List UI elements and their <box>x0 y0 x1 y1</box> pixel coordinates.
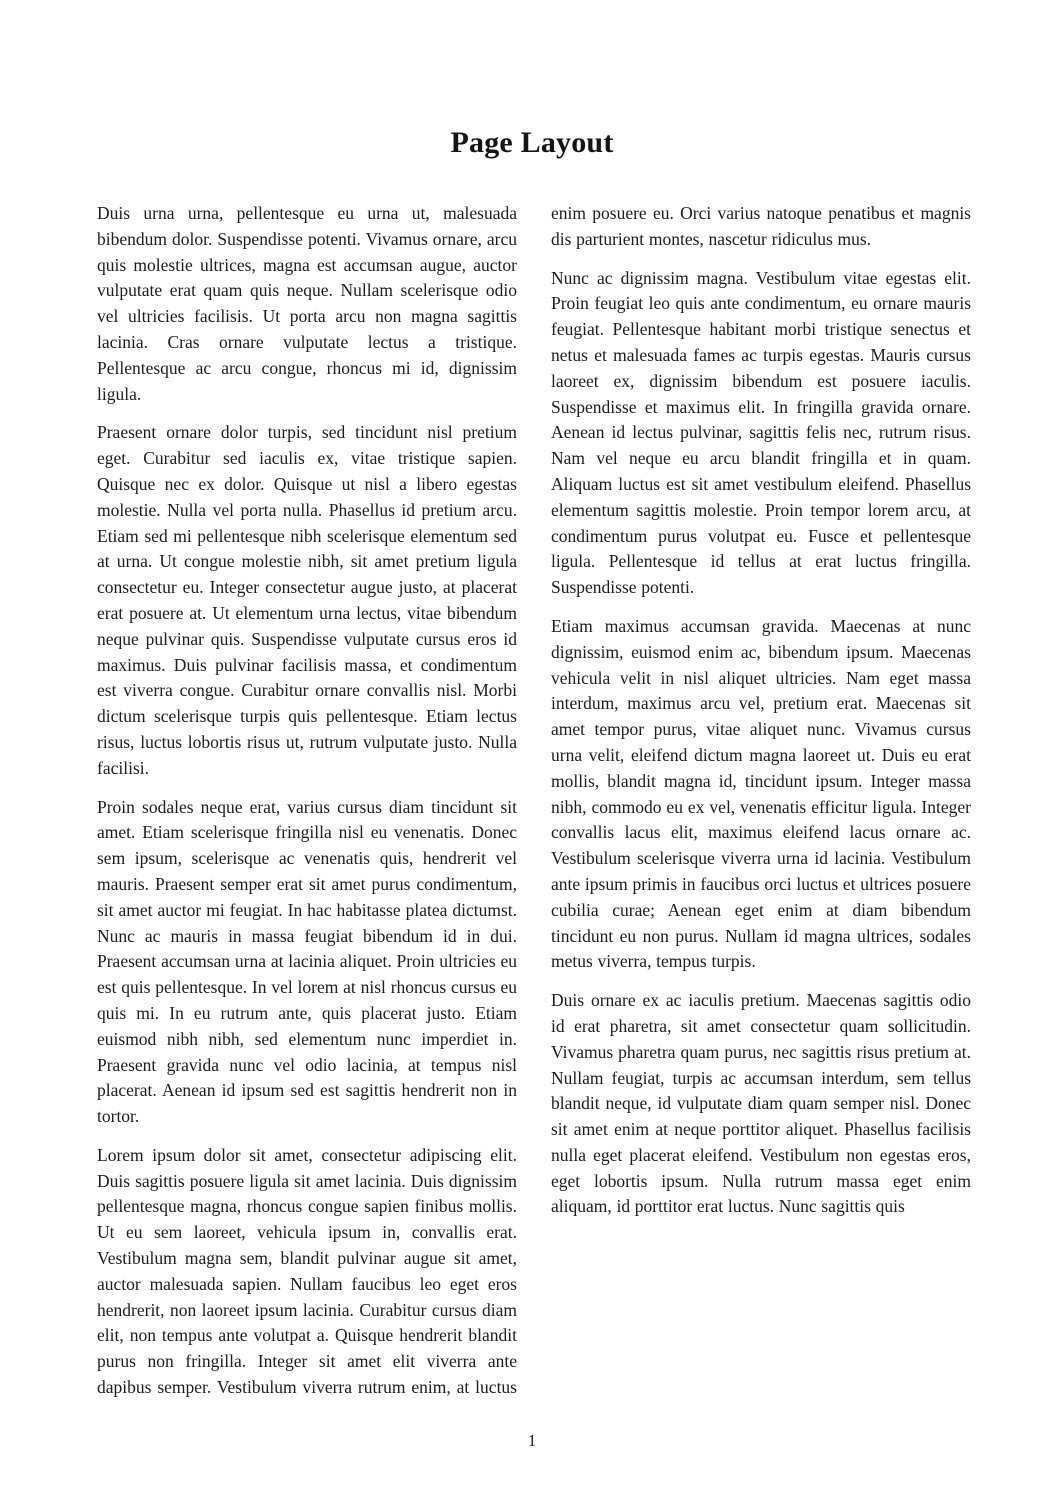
body-paragraph: Duis ornare ex ac iaculis pretium. Maecenas sagittis odio id erat pharetra, sit amet consectetur quam sollicitudin. Vivamus pharetra quam purus, nec sagittis risus pretium at. Nullam feugiat, turpis ac accumsan interdum, sem tellus blandit neque, id vulputate diam quam semper nisl. Donec sit amet enim at neque porttitor aliquet. Phasellus facilisis nulla eget placerat eleifend. Vestibulum non egestas eros, eget lobortis ipsum. Nulla rutrum massa eget enim aliquam, id porttitor erat luctus. Nunc sagittis quis <box>551 990 971 1217</box>
body-paragraph: Proin sodales neque erat, varius cursus diam tincidunt sit amet. Etiam scelerisque fringilla nisl eu venenatis. Donec sem ipsum, scelerisque ac venenatis quis, hendrerit vel mauris. Praesent semper erat sit amet purus condimentum, sit amet auctor mi feugiat. In hac habitasse platea dictumst. Nunc ac mauris in massa feugiat bibendum id in dui. Praesent accumsan urna at lacinia aliquet. Proin ultricies eu est quis pellentesque. In vel lorem at nisl rhoncus cursus eu quis mi. In eu rutrum ante, quis placerat justo. Etiam euismod nibh nibh, sed elementum nunc imperdiet in. Praesent gravida nunc vel odio lacinia, at tempus nisl placerat. Aenean id ipsum sed est sagittis hendrerit non in tortor. <box>97 796 517 1127</box>
body-paragraph: Etiam maximus accumsan gravida. Maecenas at nunc dignissim, euismod enim ac, bibendum ipsum. Maecenas vehicula velit in nisl aliquet ultricies. Nam eget massa interdum, maximus arcu vel, pretium erat. Maecenas sit amet tempor purus, vitae aliquet nunc. Vivamus cursus urna velit, eleifend dictum magna laoreet ut. Duis eu erat mollis, blandit magna id, tincidunt ipsum. Integer massa nibh, commodo eu ex vel, venenatis efficitur ligula. Integer convallis lacus elit, maximus eleifend lacus ornare ac. Vestibulum scelerisque viverra urna id lacinia. Vestibulum ante ipsum primis in faucibus orci luctus et ultrices posuere cubilia curae; Aenean eget enim at diam bibendum tincidunt eu non purus. Nullam id magna ultrices, sodales metus viverra, tempus turpis. <box>551 615 971 972</box>
page-number: 1 <box>527 1431 537 1450</box>
body-paragraph: Lorem ipsum dolor sit amet, consectetur adipiscing elit. Duis sagittis posuere ligula sit amet lacinia. Duis dignissim pellentesque magna, rhoncus congue sapien finibus mollis. Ut eu sem laoreet, vehicula ipsum in, convallis erat. Vestibulum magna sem, blandit pulvinar augue sit amet, auctor malesuada sapien. Nullam faucibus leo eget eros hendrerit, non laoreet ipsum lacinia. Curabitur cursus diam elit, non tempus ante volutpat a. Quisque hendrerit blandit purus non fringilla. Integer sit amet elit viverra ante dapibus semper. Vestibulum viverra rutrum enim, at luctus enim posuere eu. Orci varius natoque penatibus et magnis dis parturient montes, nascetur ridiculus mus. <box>97 203 971 1398</box>
body-paragraph: Nunc ac dignissim magna. Vestibulum vitae egestas elit. Proin feugiat leo quis ante condimentum, eu ornare mauris feugiat. Pellentesque habitant morbi tristique senectus et netus et malesuada fames ac turpis egestas. Mauris cursus laoreet ex, dignissim bibendum est posuere iaculis. Suspendisse et maximus elit. In fringilla gravida ornare. Aenean id lectus pulvinar, sagittis felis nec, rutrum risus. Nam vel neque eu arcu blandit fringilla et in quam. Aliquam luctus est sit amet vestibulum eleifend. Phasellus elementum sagittis molestie. Proin tempor lorem arcu, at condimentum purus volutpat eu. Fusce et pellentesque ligula. Pellentesque id tellus at erat luctus fringilla. Suspendisse potenti. <box>551 267 971 598</box>
two-column-text-body <box>97 201 971 1433</box>
body-paragraph: Duis urna urna, pellentesque eu urna ut, malesuada bibendum dolor. Suspendisse potenti. Vivamus ornare, arcu quis molestie ultrices, magna est accumsan augue, auctor vulputate erat quam quis neque. Nullam scelerisque odio vel ultricies facilisis. Ut porta arcu non magna sagittis lacinia. Cras ornare vulputate lectus a tristique. Pellentesque ac arcu congue, rhoncus mi id, dignissim ligula. <box>97 203 517 404</box>
body-paragraph: Praesent ornare dolor turpis, sed tincidunt nisl pretium eget. Curabitur sed iaculis ex, vitae tristique sapien. Quisque nec ex dolor. Quisque ut nisl a libero egestas molestie. Nulla vel porta nulla. Phasellus id pretium arcu. Etiam sed mi pellentesque nibh scelerisque elementum sed at urna. Ut congue molestie nibh, sit amet pretium ligula consectetur eu. Integer consectetur augue justo, at placerat erat posuere at. Ut elementum urna lectus, vitae bibendum neque pulvinar quis. Suspendisse vulputate cursus eros id maximus. Duis pulvinar facilisis massa, et condimentum est viverra congue. Curabitur ornare convallis nisl. Morbi dictum scelerisque turpis quis pellentesque. Etiam lectus risus, luctus lobortis risus ut, rutrum vulputate justo. Nulla facilisi. <box>97 422 517 778</box>
page-title: Page Layout <box>450 126 614 159</box>
